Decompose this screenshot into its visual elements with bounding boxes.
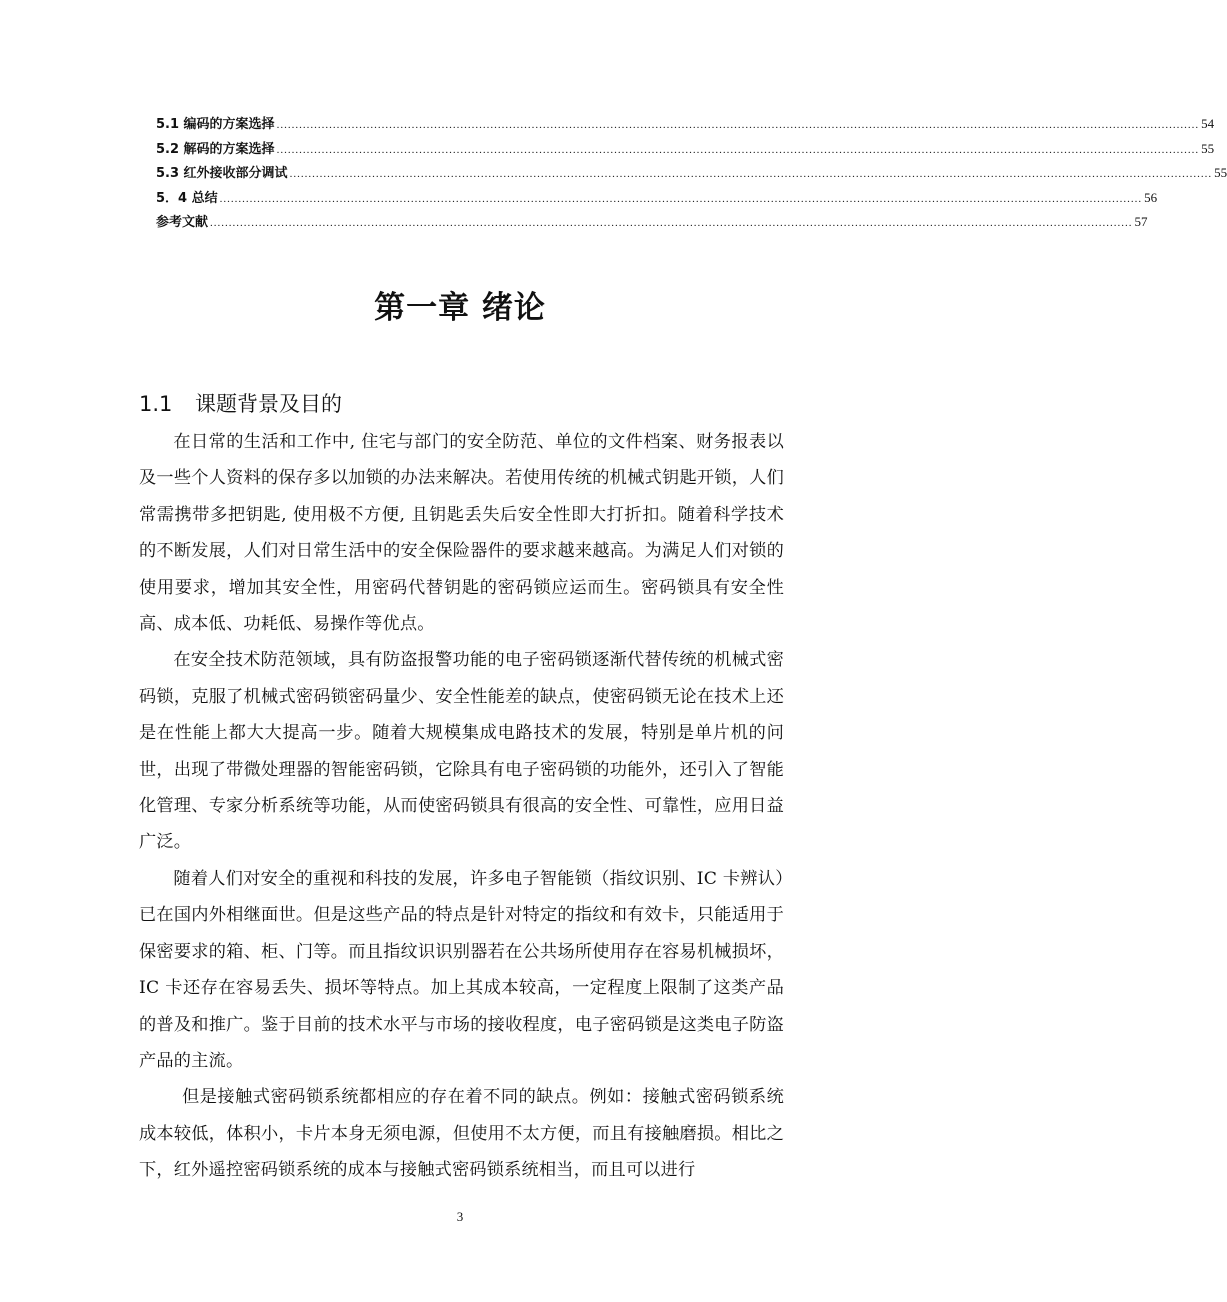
- toc-entry-page: 55: [1214, 165, 1227, 180]
- section-title: 课题背景及目的: [195, 392, 342, 416]
- toc-leader: ......................................................................................................................................................................................................................................................: [276, 143, 1200, 156]
- toc-entry[interactable]: [156, 138, 1215, 163]
- paragraph: 在安全技术防范领域，具有防盗报警功能的电子密码锁逐渐代替传统的机械式密码锁，克服了机械式密码锁密码量少、安全性能差的缺点，使密码锁无论在技术上还是在性能上都大大提高一步。随着大规模集成电路技术的发展，特别是单片机的问世，出现了带微处理器的智能密码锁，它除具有电子密码锁的功能外，还引入了智能化管理、专家分析系统等功能，从而使密码锁具有很高的安全性、可靠性，应用日益广泛。: [139, 650, 784, 853]
- toc-leader: ......................................................................................................................................................................................................................................................: [276, 119, 1200, 131]
- paragraph: 在日常的生活和工作中, 住宅与部门的安全防范、单位的文件档案、财务报表以及一些个人资料的保存多以加锁的办法来解决。若使用传统的机械式钥匙开锁，人们常需携带多把钥匙, 使用极不方便, 且钥匙丢失后安全性即大打折扣。随着科学技术的不断发展，人们对日常生活中的安全保险器件的要求越来越高。为满足人们对锁的使用要求，增加其安全性，用密码代替钥匙的密码锁应运而生。密码锁具有安全性高、成本低、功耗低、易操作等优点。: [139, 432, 784, 635]
- toc-entry[interactable]: [156, 187, 1158, 212]
- toc-entry[interactable]: [156, 162, 1227, 187]
- toc-entry-page: 57: [1134, 214, 1148, 229]
- toc-entry-page: 55: [1201, 140, 1215, 156]
- toc-entry-page: 54: [1201, 116, 1215, 131]
- table-of-contents: [156, 113, 1227, 236]
- toc-entry[interactable]: [156, 113, 1215, 138]
- chapter-title: 第一章 绪论: [374, 290, 546, 326]
- toc-leader: ......................................................................................................................................................................................................................................................: [219, 192, 1143, 205]
- paragraph: 但是接触式密码锁系统都相应的存在着不同的缺点。例如：接触式密码锁系统成本较低，体积小，卡片本身无须电源，但使用不太方便，而且有接触磨损。相比之下，红外遥控密码锁系统的成本与接触式密码锁系统相当，而且可以进行: [139, 1087, 784, 1181]
- toc-leader: ......................................................................................................................................................................................................................................................: [289, 168, 1213, 180]
- toc-leader: ......................................................................................................................................................................................................................................................: [210, 217, 1133, 229]
- toc-entry-label: 5.3 红外接收部分调试: [156, 166, 288, 181]
- section-heading: [139, 388, 342, 418]
- section-number: 1.1: [139, 392, 173, 416]
- toc-entry-label: 5.1 编码的方案选择: [156, 117, 275, 132]
- toc-entry-page: 56: [1144, 189, 1158, 205]
- paragraph: 随着人们对安全的重视和科技的发展，许多电子智能锁（指纹识别、IC 卡辨认）已在国内外相继面世。但是这些产品的特点是针对特定的指纹和有效卡，只能适用于保密要求的箱、柜、门等。而且指纹识识别器若在公共场所使用存在容易机械损坏，IC 卡还存在容易丢失、损坏等特点。加上其成本较高，一定程度上限制了这类产品的普及和推广。鉴于目前的技术水平与市场的接收程度，电子密码锁是这类电子防盗产品的主流。: [139, 868, 784, 1071]
- toc-entry-label: 5．4 总结: [156, 190, 218, 206]
- toc-entry[interactable]: [156, 211, 1148, 236]
- body-text: [139, 424, 784, 1189]
- page-number: 3: [456, 1209, 464, 1224]
- toc-entry-label: 5.2 解码的方案选择: [156, 141, 275, 157]
- toc-entry-label: 参考文献: [156, 215, 209, 230]
